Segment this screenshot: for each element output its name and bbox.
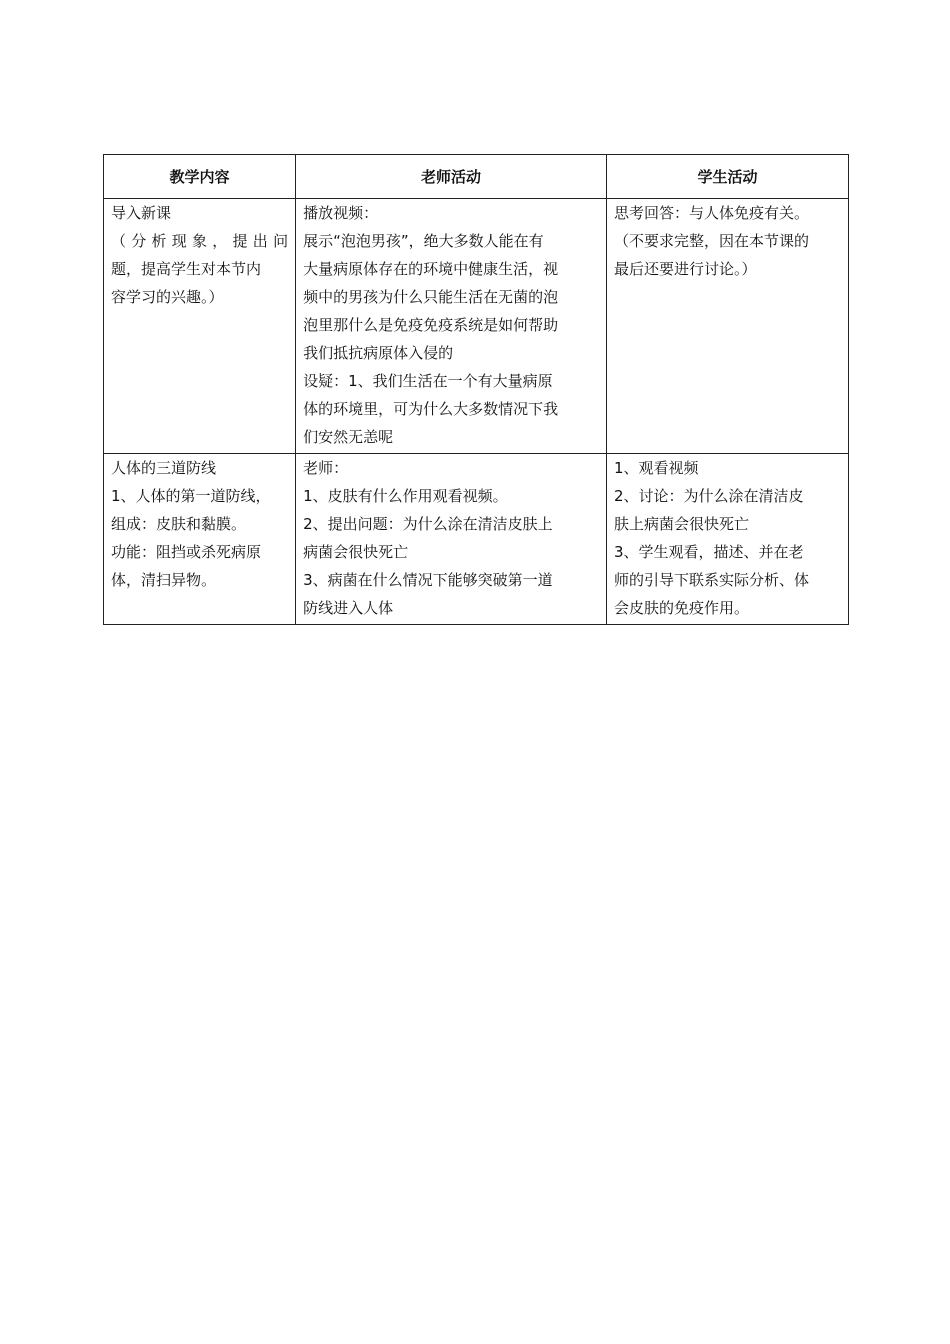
cell-line: 体的环境里，可为什么大多数情况下我 [303, 400, 559, 418]
header-teaching-content: 教学内容 [104, 155, 296, 199]
cell-line: 思考回答：与人体免疫有关。 [614, 204, 810, 222]
cell-line: 题，提高学生对本节内 [111, 260, 262, 278]
cell-line: 1、皮肤有什么作用观看视频。 [303, 487, 508, 505]
cell-line: 人体的三道防线 [111, 459, 217, 477]
cell-student-intro [607, 199, 849, 454]
cell-line: （不要求完整，因在本节课的 [614, 232, 810, 250]
cell-line: 老师： [303, 459, 349, 477]
cell-teacher-intro [296, 199, 607, 454]
cell-line: 会皮肤的免疫作用。 [614, 599, 750, 617]
cell-line: 2、提出问题：为什么涂在清洁皮肤上 [303, 515, 553, 533]
cell-line: 功能：阻挡或杀死病原 [111, 543, 262, 561]
cell-line: 1、观看视频 [614, 459, 699, 477]
cell-line: 3、病菌在什么情况下能够突破第一道 [303, 571, 553, 589]
cell-line: 设疑：1、我们生活在一个有大量病原 [303, 372, 553, 390]
cell-line: 1、人体的第一道防线， [111, 487, 271, 505]
cell-line: 频中的男孩为什么只能生活在无菌的泡 [303, 288, 559, 306]
cell-line: 肤上病菌会很快死亡 [614, 515, 750, 533]
table-header-row [104, 155, 849, 199]
cell-line: 容学习的兴趣。） [111, 288, 224, 306]
cell-line: 播放视频： [303, 204, 379, 222]
cell-line: 泡里那什么是免疫免疫系统是如何帮助 [303, 316, 559, 334]
cell-line: 病菌会很快死亡 [303, 543, 409, 561]
cell-line: 体，清扫异物。 [111, 571, 217, 589]
cell-line: 大量病原体存在的环境中健康生活，视 [303, 260, 559, 278]
cell-line: 防线进入人体 [303, 599, 394, 617]
table-row [104, 454, 849, 625]
cell-line: 2、讨论：为什么涂在清洁皮 [614, 487, 804, 505]
cell-line: （分析现象，提出问 [111, 232, 289, 250]
cell-line: 我们抵抗病原体入侵的 [303, 344, 454, 362]
cell-line: 导入新课 [111, 204, 172, 222]
table-row [104, 199, 849, 454]
cell-content-intro [104, 199, 296, 454]
cell-teacher-defense [296, 454, 607, 625]
cell-line: 们安然无恙呢 [303, 428, 394, 446]
cell-line: 最后还要进行讨论。） [614, 260, 757, 278]
cell-student-defense [607, 454, 849, 625]
header-teacher-activity: 老师活动 [296, 155, 607, 199]
cell-line: 组成：皮肤和黏膜。 [111, 515, 247, 533]
header-student-activity: 学生活动 [607, 155, 849, 199]
cell-line: 3、学生观看，描述、并在老 [614, 543, 804, 561]
cell-content-defense [104, 454, 296, 625]
cell-line: 师的引导下联系实际分析、体 [614, 571, 810, 589]
cell-line: 展示“泡泡男孩”，绝大多数人能在有 [303, 232, 544, 250]
lesson-plan-table [103, 154, 849, 625]
